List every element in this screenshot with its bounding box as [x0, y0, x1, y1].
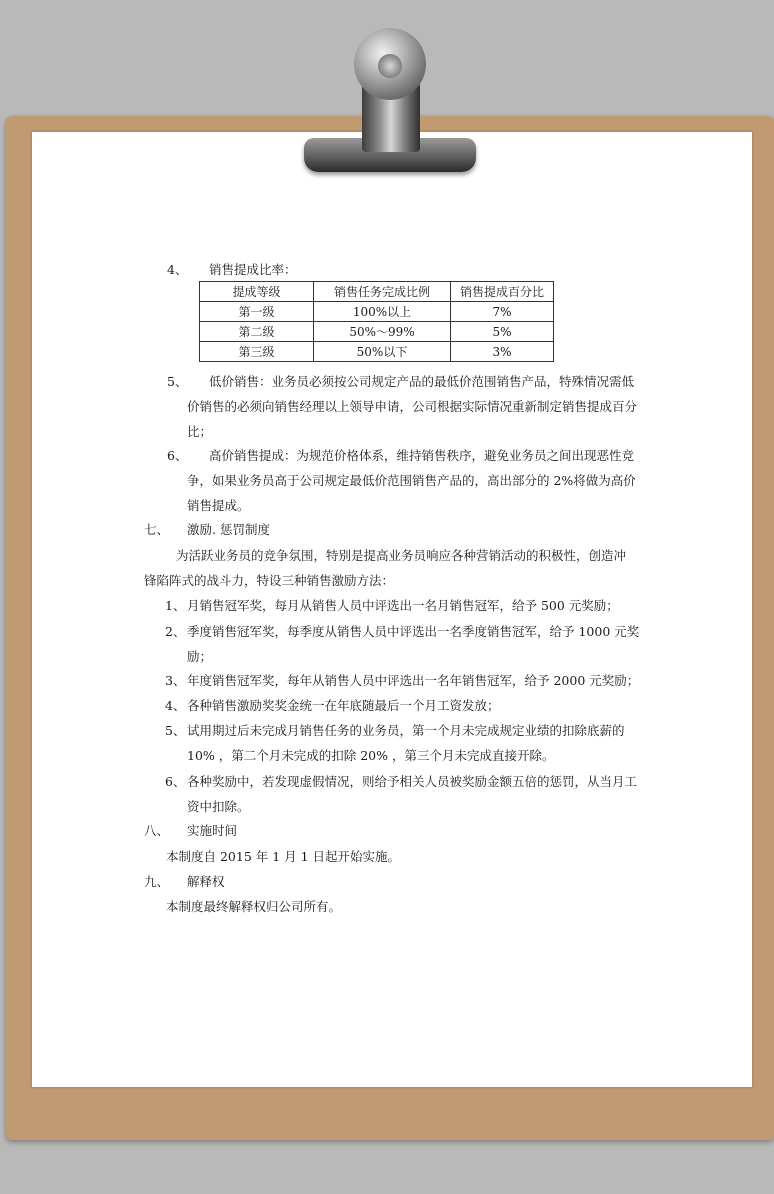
list-item: 励； — [187, 649, 213, 664]
paragraph-line: 锋陷阵式的战斗力，特设三种销售激励方法： — [144, 573, 395, 588]
table-cell: 50%～99% — [314, 322, 451, 342]
table-cell: 100%以上 — [314, 302, 451, 322]
table-header-cell: 销售任务完成比例 — [314, 282, 451, 302]
table-row — [200, 342, 554, 362]
list-item-number: 4、 — [165, 698, 186, 713]
list-item: 年度销售冠军奖，每年从销售人员中评选出一名年销售冠军，给予 2000 元奖励； — [187, 673, 640, 688]
section-9-title: 解释权 — [187, 874, 225, 889]
paragraph-line: 争，如果业务员高于公司规定最低价范围销售产品的，高出部分的 2%将做为高价 — [187, 473, 636, 488]
table-header-row — [200, 282, 554, 302]
item-6-number: 6、 — [167, 448, 188, 463]
list-item: 各种奖励中，若发现虚假情况，则给予相关人员被奖励金额五倍的惩罚，从当月工 — [187, 774, 638, 789]
paragraph-line: 低价销售：业务员必须按公司规定产品的最低价范围销售产品，特殊情况需低 — [209, 374, 635, 389]
table-cell: 第二级 — [200, 322, 314, 342]
paragraph-line: 价销售的必须向销售经理以上领导申请，公司根据实际情况重新制定销售提成百分 — [187, 399, 638, 414]
section-7-title: 激励. 惩罚制度 — [187, 522, 270, 537]
list-item: 10% ，第二个月未完成的扣除 20% ，第三个月未完成直接开除。 — [187, 748, 555, 763]
section-8-title: 实施时间 — [187, 823, 238, 838]
item-4-number: 4、 — [167, 262, 188, 277]
table-cell: 第一级 — [200, 302, 314, 322]
list-item: 资中扣除。 — [187, 799, 250, 814]
section-9-number: 九、 — [144, 874, 170, 889]
table-header-cell: 销售提成百分比 — [451, 282, 554, 302]
table-cell: 第三级 — [200, 342, 314, 362]
table-header-cell: 提成等级 — [200, 282, 314, 302]
table-cell: 5% — [451, 322, 554, 342]
table-row — [200, 322, 554, 342]
section-8-number: 八、 — [144, 823, 170, 838]
paragraph-line: 高价销售提成：为规范价格体系，维持销售秩序，避免业务员之间出现恶性竞 — [209, 448, 635, 463]
table-cell: 50%以下 — [314, 342, 451, 362]
paragraph-line: 本制度最终解释权归公司所有。 — [166, 899, 342, 914]
table-cell: 3% — [451, 342, 554, 362]
paragraph-line: 本制度自 2015 年 1 月 1 日起开始实施。 — [166, 849, 401, 864]
paragraph-line: 为活跃业务员的竞争氛围，特别是提高业务员响应各种营销活动的积极性，创造冲 — [176, 548, 627, 563]
list-item-number: 2、 — [165, 624, 186, 639]
section-7-number: 七、 — [144, 522, 170, 537]
item-5-number: 5、 — [167, 374, 188, 389]
list-item-number: 3、 — [165, 673, 186, 688]
paragraph-line: 销售提成。 — [187, 498, 250, 513]
item-4-title: 销售提成比率： — [209, 262, 297, 277]
list-item-number: 5、 — [165, 723, 186, 738]
table-row — [200, 302, 554, 322]
table-cell: 7% — [451, 302, 554, 322]
list-item: 试用期过后未完成月销售任务的业务员，第一个月未完成规定业绩的扣除底薪的 — [187, 723, 625, 738]
commission-rate-table — [199, 281, 554, 362]
list-item: 月销售冠军奖，每月从销售人员中评选出一名月销售冠军，给予 500 元奖励； — [187, 598, 619, 613]
list-item: 各种销售激励奖奖金统一在年底随最后一个月工资发放； — [187, 698, 500, 713]
paragraph-line: 比； — [187, 424, 213, 439]
list-item-number: 1、 — [165, 598, 186, 613]
list-item-number: 6、 — [165, 774, 186, 789]
list-item: 季度销售冠军奖，每季度从销售人员中评选出一名季度销售冠军，给予 1000 元奖 — [187, 624, 640, 639]
